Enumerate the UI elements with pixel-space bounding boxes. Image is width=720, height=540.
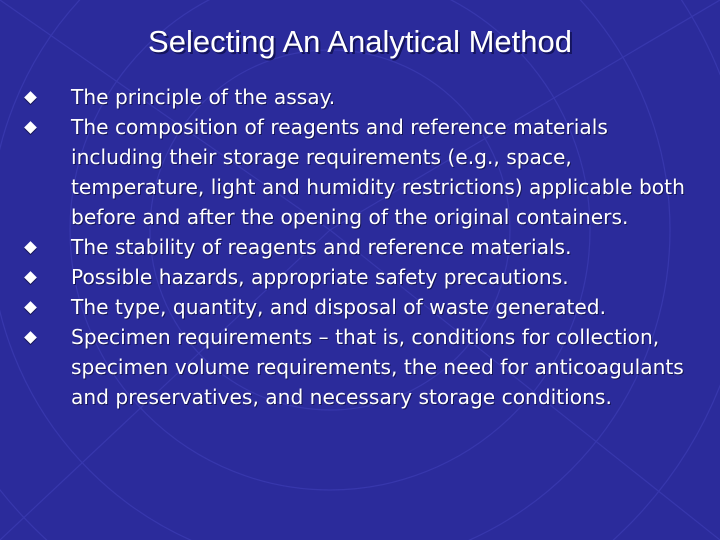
bullet-item: [22, 292, 702, 322]
bullet-item: [22, 232, 702, 262]
diamond-bullet-icon: [24, 121, 37, 134]
bullet-text: The composition of reagents and reference materials including their storage requirements (e.g., space, temperature, light and humidity restrictions) applicable both before and after the opening of the original containers.: [71, 115, 685, 229]
bullet-item: [22, 322, 702, 412]
bullet-text: Specimen requirements – that is, conditions for collection, specimen volume requirements, the need for anticoagulants and preservatives, and necessary storage conditions.: [71, 325, 684, 409]
bullet-list: [22, 82, 702, 412]
diamond-bullet-icon: [24, 331, 37, 344]
bullet-item: [22, 262, 702, 292]
bullet-text: The principle of the assay.: [71, 85, 336, 109]
diamond-bullet-icon: [24, 91, 37, 104]
bullet-item: [22, 112, 702, 232]
bullet-item: [22, 82, 702, 112]
diamond-bullet-icon: [24, 271, 37, 284]
bullet-text: The stability of reagents and reference materials.: [71, 235, 572, 259]
slide-title: Selecting An Analytical Method: [148, 24, 572, 59]
diamond-bullet-icon: [24, 241, 37, 254]
diamond-bullet-icon: [24, 301, 37, 314]
bullet-text: Possible hazards, appropriate safety precautions.: [71, 265, 569, 289]
bullet-text: The type, quantity, and disposal of waste generated.: [71, 295, 607, 319]
